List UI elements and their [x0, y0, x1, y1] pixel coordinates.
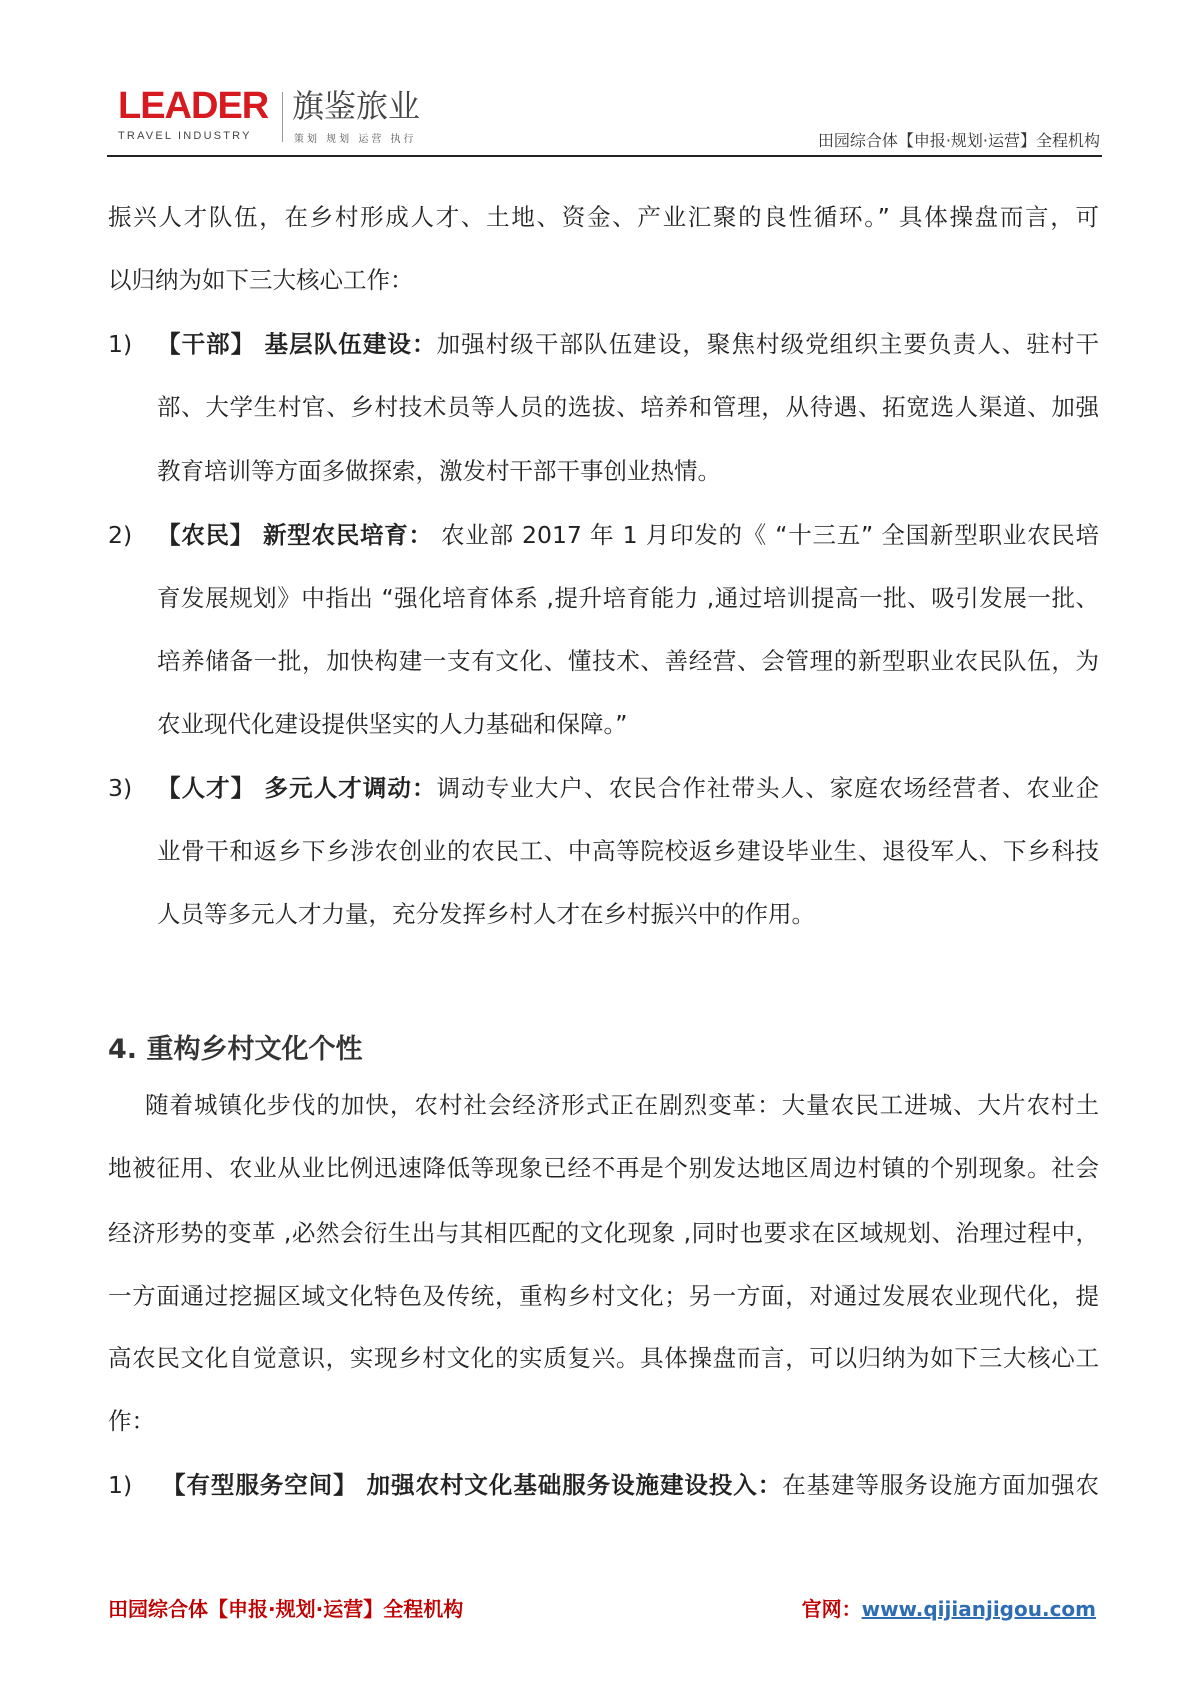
- list-number: 3): [108, 774, 133, 802]
- list-item-title: 【农民】 新型农民培育：: [157, 521, 433, 549]
- logo-subtitle: TRAVEL INDUSTRY: [118, 130, 252, 142]
- paragraph-line: 作：: [108, 1407, 155, 1435]
- list-number: 1): [108, 1471, 133, 1499]
- list-item-text: 农业部 2017 年 1 月印发的《 “十三五” 全国新型职业农民培: [432, 521, 1099, 549]
- list-item-title: 【干部】 基层队伍建设：: [157, 330, 437, 358]
- list-item-line: 育发展规划》中指出 “强化培育体系 ,提升培育能力 ,通过培训提高一批、吸引发展一批、: [157, 584, 1099, 612]
- list-item-text: 加强村级干部队伍建设，聚焦村级党组织主要负责人、驻村干: [436, 330, 1100, 358]
- list-item-text: 调动专业大户、农民合作社带头人、家庭农场经营者、农业企: [436, 774, 1100, 802]
- paragraph-line: 经济形势的变革 ,必然会衍生出与其相匹配的文化现象 ,同时也要求在区域规划、治理过程中，: [108, 1219, 1099, 1247]
- paragraph-line: 随着城镇化步伐的加快，农村社会经济形式正在剧烈变革：大量农民工进城、大片农村土: [145, 1091, 1099, 1119]
- paragraph-line: 以归纳为如下三大核心工作：: [108, 266, 414, 294]
- website-link[interactable]: www.qijianjigou.com: [861, 1597, 1096, 1621]
- paragraph-line: 高农民文化自觉意识，实现乡村文化的实质复兴。具体操盘而言，可以归纳为如下三大核心工: [108, 1344, 1099, 1372]
- paragraph-line: 振兴人才队伍，在乡村形成人才、土地、资金、产业汇聚的良性循环。” 具体操盘而言，可: [108, 203, 1099, 231]
- logo-chinese-subtitle: 策划 规划 运营 执行: [294, 134, 417, 145]
- header-divider: [107, 155, 1102, 157]
- list-item-line: [162, 1470, 1099, 1500]
- footer-website: [802, 1593, 1096, 1622]
- list-item-line: 教育培训等方面多做探索，激发村干部干事创业热情。: [157, 457, 721, 485]
- list-number: 2): [108, 521, 133, 549]
- list-item-line: 人员等多元人才力量，充分发挥乡村人才在乡村振兴中的作用。: [157, 900, 815, 928]
- logo-chinese: 旗鉴旅业: [292, 87, 421, 125]
- paragraph-line: 地被征用、农业从业比例迅速降低等现象已经不再是个别发达地区周边村镇的个别现象。社会: [108, 1154, 1099, 1182]
- list-item-text: 在基建等服务设施方面加强农: [782, 1471, 1099, 1499]
- logo-divider: [282, 92, 283, 142]
- logo-wordmark: LEADER: [118, 85, 269, 127]
- footer-tagline: 田园综合体【申报·规划·运营】全程机构: [108, 1597, 464, 1621]
- paragraph-line: 一方面通过挖掘区域文化特色及传统，重构乡村文化；另一方面，对通过发展农业现代化，提: [108, 1282, 1099, 1310]
- list-number: 1): [108, 330, 133, 358]
- list-item-line: 培养储备一批，加快构建一支有文化、懂技术、善经营、会管理的新型职业农民队伍，为: [157, 647, 1099, 675]
- list-item-line: [157, 773, 1099, 803]
- list-item-line: 业骨干和返乡下乡涉农创业的农民工、中高等院校返乡建设毕业生、退役军人、下乡科技: [157, 837, 1099, 865]
- list-item-line: [157, 520, 1099, 550]
- section-heading: 4. 重构乡村文化个性: [108, 1034, 363, 1065]
- list-item-title: 【人才】 多元人才调动：: [157, 774, 437, 802]
- header-tagline: 田园综合体【申报·规划·运营】全程机构: [817, 131, 1100, 150]
- list-item-line: 农业现代化建设提供坚实的人力基础和保障。”: [157, 710, 628, 738]
- list-item-title: 【有型服务空间】 加强农村文化基础服务设施建设投入：: [162, 1471, 783, 1499]
- list-item-line: 部、大学生村官、乡村技术员等人员的选拔、培养和管理，从待遇、拓宽选人渠道、加强: [157, 393, 1099, 421]
- footer-site-label: 官网：: [801, 1597, 862, 1621]
- list-item-line: [157, 329, 1099, 359]
